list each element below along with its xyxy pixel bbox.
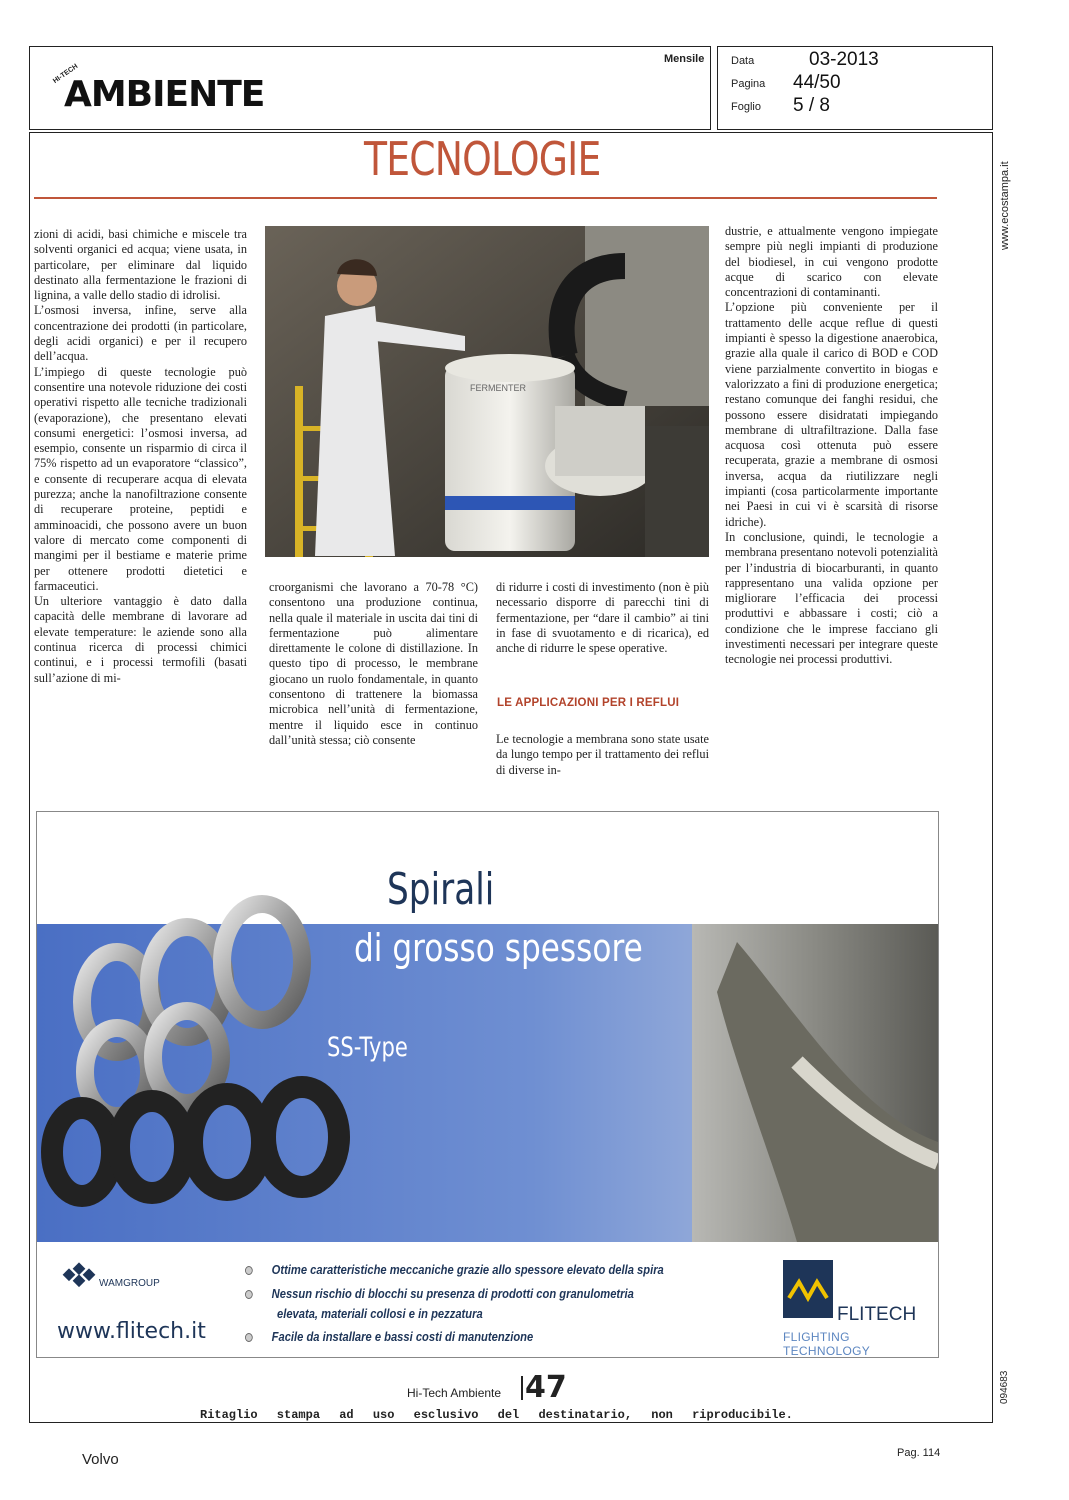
flitech-tagline: FLIGHTING TECHNOLOGY xyxy=(783,1330,871,1358)
meta-value-page: 44/50 xyxy=(793,72,841,93)
article-column-1 xyxy=(34,227,247,686)
report-page: Pag. 114 xyxy=(897,1447,941,1459)
ad-website: www.flitech.it xyxy=(57,1319,206,1344)
paragraph: Le tecnologie a membrana sono state usate da lungo tempo per il trattamento dei reflui di diverse in- xyxy=(496,732,709,777)
logo: AMBIENTE xyxy=(64,74,265,115)
paragraph: L’opzione più conveniente per il trattamento delle acque reflue di questi impianti è spesso la digestione anaerobica, grazie alla quale il carico di BOD e COD viene parzialmente convertito in biogas e valorizzato a fini di produzione energetica; restano comunque dei fanghi residui, che possono essere disidratati impiegando membrane di ultrafiltrazione. Dalla fase acquosa così ottenuta può essere recuperata, grazie a membrane di osmosi inversa, acqua da riutilizzare negli impianti (cosa particolarmente importante nei Paesi in cui vi è scarsità di risorse idriche). xyxy=(725,300,938,529)
ad-subtitle: di grosso spessore xyxy=(354,926,643,970)
article-column-3-continued xyxy=(496,732,709,778)
meta-value-sheet: 5 / 8 xyxy=(793,95,830,116)
bullet-icon xyxy=(245,1333,253,1342)
paragraph: L’osmosi inversa, infine, serve alla concentrazione dei prodotti (in particolare, degli acidi organici) e per il recupero dell’acqua. xyxy=(34,303,247,364)
footer-divider xyxy=(521,1376,523,1400)
footer-publication: Hi-Tech Ambiente xyxy=(407,1386,502,1400)
flitech-brand: FLITECH xyxy=(837,1304,917,1325)
logo-superscript: HI-TECH xyxy=(51,62,80,85)
paragraph: croorganismi che lavorano a 70-78 °C) consentono una produzione continua, nella quale il materiale in uscita dai tini di fermentazione può alimentare direttamente le colone di distillazione. In questo tipo di processo, le membrane giocano un ruolo fondamentale, in quanto consentono di trattenere la biomassa microbica nell’unità di fermentazione, mentre il liquido esce in continuo dall’unità stessa; ciò consente xyxy=(269,580,478,747)
ad-bullet-continued: elevata, materiali collosi e in pezzatura xyxy=(277,1306,483,1321)
ad-bullet: Facile da installare e bassi costi di manutenzione xyxy=(245,1329,533,1344)
paragraph: di ridurre i costi di investimento (non è più necessario disporre di parecchi tini di fermentazione, per “dare il cambio” ai tini in fase di svuotamento e di ricarica), ed anche di ridurre le spese operative. xyxy=(496,580,709,656)
meta-value-date: 03-2013 xyxy=(809,49,879,70)
ad-title: Spirali xyxy=(387,864,495,915)
disclaimer: Ritaglio stampa ad uso esclusivo del destinatario, non riproducibile. xyxy=(200,1408,793,1422)
ad-bullet: Nessun rischio di blocchi su presenza di prodotti con granulometria xyxy=(245,1286,634,1301)
article-column-4 xyxy=(725,224,938,668)
ad-product-type: SS-Type xyxy=(327,1032,408,1063)
meta-label-page: Pagina xyxy=(731,78,766,90)
meta-label-sheet: Foglio xyxy=(731,101,761,113)
frequency: Mensile xyxy=(664,53,705,65)
meta-label-date: Data xyxy=(731,55,755,67)
side-code: 094683 xyxy=(999,1370,1010,1404)
paragraph: dustrie, e attualmente vengono impiegate sempre più negli impianti di produzione del biodiesel, in cui vengono prodotte acque di scarico con elevate concentrazioni di contaminanti. xyxy=(725,224,938,300)
bullet-icon xyxy=(245,1266,253,1275)
article-column-2 xyxy=(269,580,478,748)
paragraph: In conclusione, quindi, le tecnologie a membrana presentano notevoli potenzialità per l’industria di biocarburanti, in quanto rappresentano una valida opzione per migliorare l’efficacia dei processi produttivi e abbassare i costi; ciò a condizione che le imprese facciano gli investimenti necessari per integrare queste tecnologie nei processi produttivi. xyxy=(725,529,938,667)
ad-bullet: Ottime caratteristiche meccaniche grazie allo spessore elevato della spira xyxy=(245,1262,664,1277)
lab-photo xyxy=(265,226,709,557)
paragraph: L’impiego di queste tecnologie può consentire una notevole riduzione dei costi operativi rispetto alle tecniche tradizionali (evaporazione), che presentano elevati consumi energetici: l’osmosi inversa, ad esempio, consente un risparmio di circa il 75% rispetto ad un evaporatore “classico”, e consente di recuperare acqua di elevata purezza; anche la nanofiltrazione consente di recuperare proteine, peptidi e amminoacidi, che possono avere un buon valore di mercato come componenti di mangimi per il bestiame e materie prime per ottenere prodotti dietetici e farmaceutici. xyxy=(34,364,247,593)
paragraph: Un ulteriore vantaggio è dato dalla capacità delle membrane di lavorare ad elevate temperature: le aziende sono alla continua ricerca di processi chimici continui, e i processi termofili (basati sull’azione di mi- xyxy=(34,594,247,685)
paragraph: zioni di acidi, basi chimiche e miscele tra solventi organici ed acqua; viene usata, in particolare, per eliminare dal liquido destinato alla fermentazione le frazioni di lignina, a valle dello stadio di idrolisi. xyxy=(34,227,247,303)
title-rule xyxy=(34,197,937,199)
subheading: LE APPLICAZIONI PER I REFLUI xyxy=(497,697,680,709)
advertisement xyxy=(36,811,939,1358)
flitech-logo-icon xyxy=(783,1260,833,1318)
client-name: Volvo xyxy=(82,1451,119,1468)
article-column-3 xyxy=(496,580,709,656)
side-url: www.ecostampa.it xyxy=(999,161,1011,250)
wamgroup-name: WAMGROUP xyxy=(99,1278,160,1289)
svg-text:FERMENTER: FERMENTER xyxy=(470,383,526,393)
page-number: 47 xyxy=(525,1370,567,1405)
bullet-icon xyxy=(245,1290,253,1299)
section-title: TECNOLOGIE xyxy=(364,132,601,186)
lab-photo-illustration xyxy=(265,226,709,557)
